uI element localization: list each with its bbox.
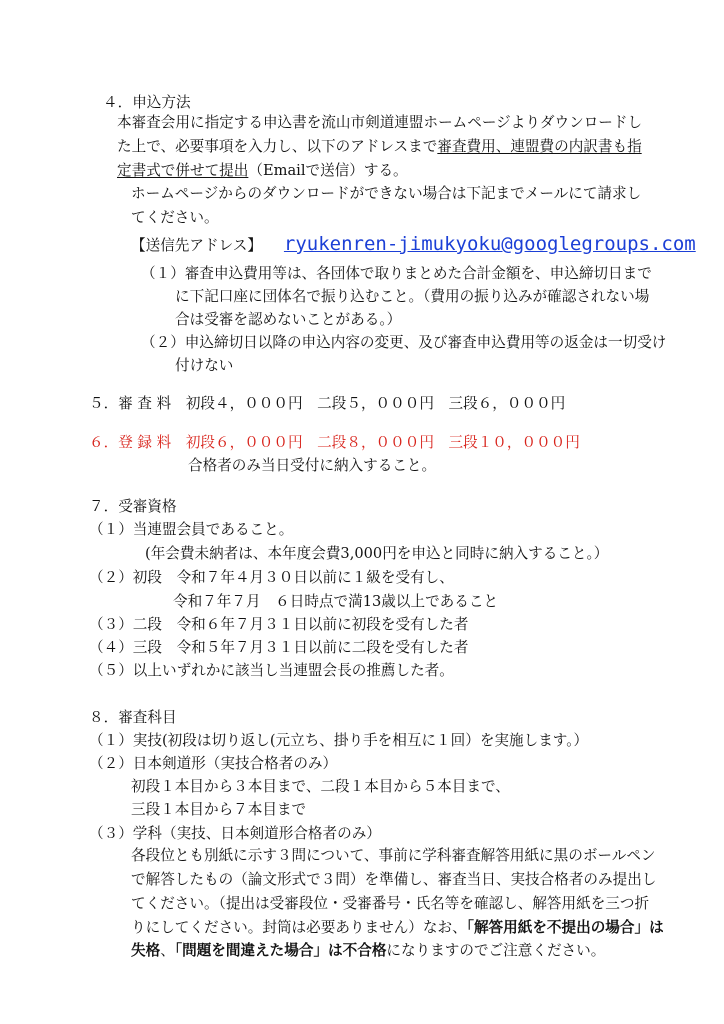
s8-item3: （３）学科（実技、日本剣道形合格者のみ） (89, 825, 381, 842)
s8-text: りにしてください。封筒は必要ありません）なお、 (131, 919, 467, 936)
s7-item1-sub: (年会費未納者は、本年度会費3,000円を申込と同時に納入すること。） (145, 545, 609, 562)
s7-item2-line1: （２）初段 令和７年４月３０日以前に１級を受有し、 (89, 569, 454, 586)
s8-item2-line1: 初段１本目から３本目まで、二段１本目から５本目まで、 (131, 778, 510, 795)
s8-bold-text: 失格 (131, 942, 161, 959)
section5-fee-line: ５．審 査 料 初段４，０００円 二段５，０００円 三段６，０００円 (89, 395, 566, 412)
s4-para2-line2: てください。 (131, 209, 219, 226)
s8-item2-line2: 三段１本目から７本目まで (131, 801, 307, 818)
s4-note1-line3: 合は受審を認めないことがある。） (175, 311, 402, 328)
s8-text: 、 (160, 942, 175, 959)
s8-text: になりますのでご注意ください。 (386, 942, 606, 959)
section6-registration-line: ６．登 録 料 初段６，０００円 二段８，０００円 三段１０，０００円 (89, 434, 580, 451)
s8-item3-line5 (131, 941, 605, 961)
s7-item1: （１）当連盟会員であること。 (89, 521, 294, 538)
s8-item3-line3: てください。（提出は受審段位・受審番号・氏名等を確認し、解答用紙を三つ折 (131, 895, 650, 912)
s8-bold-text: 「問題を間違えた場合」は不合格 (174, 942, 387, 959)
section7-heading: ７．受審資格 (89, 498, 177, 515)
s4-underlined-text: 審査費用、連盟費の内訳書も指 (437, 138, 642, 155)
s4-underlined-text: 定書式で併せて提出 (117, 162, 249, 179)
s7-item5: （５）以上いずれかに該当し当連盟会長の推薦した者。 (89, 662, 454, 679)
address-label: 【送信先アドレス】 (131, 237, 262, 254)
s4-text: た上で、必要事項を入力し、以下のアドレスまで (117, 138, 438, 155)
s8-item3-line1: 各段位とも別紙に示す３問について、事前に学科審査解答用紙に黒のボールペン (131, 847, 656, 864)
s4-text: （Emailで送信）する。 (248, 162, 408, 179)
s4-para1-line2 (117, 137, 642, 157)
s4-note2-line2: 付けない (175, 357, 234, 374)
email-link[interactable]: ryukenren-jimukyoku@googlegroups.com (283, 233, 696, 255)
s8-item3-line2: で解答したもの（論文形式で３問）を準備し、審査当日、実技合格者のみ提出し (131, 871, 657, 888)
s4-para1-line1: 本審査会用に指定する申込書を流山市剣道連盟ホームページよりダウンロードし (117, 114, 643, 131)
s4-para1-line3 (117, 161, 408, 181)
s8-item2: （２）日本剣道形（実技合格者のみ） (89, 755, 338, 772)
s8-item3-line4 (131, 918, 664, 938)
s4-note1-line2: に下記口座に団体名で振り込むこと。（費用の振り込みが確認されない場 (175, 288, 650, 305)
s8-bold-text: 「解答用紙を不提出の場合」は (466, 919, 664, 936)
section4-heading: ４．申込方法 (103, 94, 191, 111)
section6-note: 合格者のみ当日受付に納入すること。 (188, 457, 437, 474)
s8-item1: （１）実技(初段は切り返し(元立ち、掛り手を相互に１回）を実施します。） (89, 732, 589, 749)
s7-item4: （４）三段 令和５年７月３１日以前に二段を受有した者 (89, 639, 469, 656)
s7-item3: （３）二段 令和６年７月３１日以前に初段を受有した者 (89, 616, 469, 633)
s4-para2-line1: ホームページからのダウンロードができない場合は下記までメールにて請求し (131, 185, 642, 202)
s4-note1-line1: （１）審査申込費用等は、各団体で取りまとめた合計金額を、申込締切日まで (141, 265, 652, 282)
s7-item2-line2: 令和７年７月 ６日時点で満13歳以上であること (173, 593, 499, 610)
s4-note2-line1: （２）申込締切日以降の申込内容の変更、及び審査申込費用等の返金は一切受け (141, 334, 667, 351)
s4-address-row (131, 234, 696, 256)
section8-heading: ８．審査科目 (89, 709, 177, 726)
